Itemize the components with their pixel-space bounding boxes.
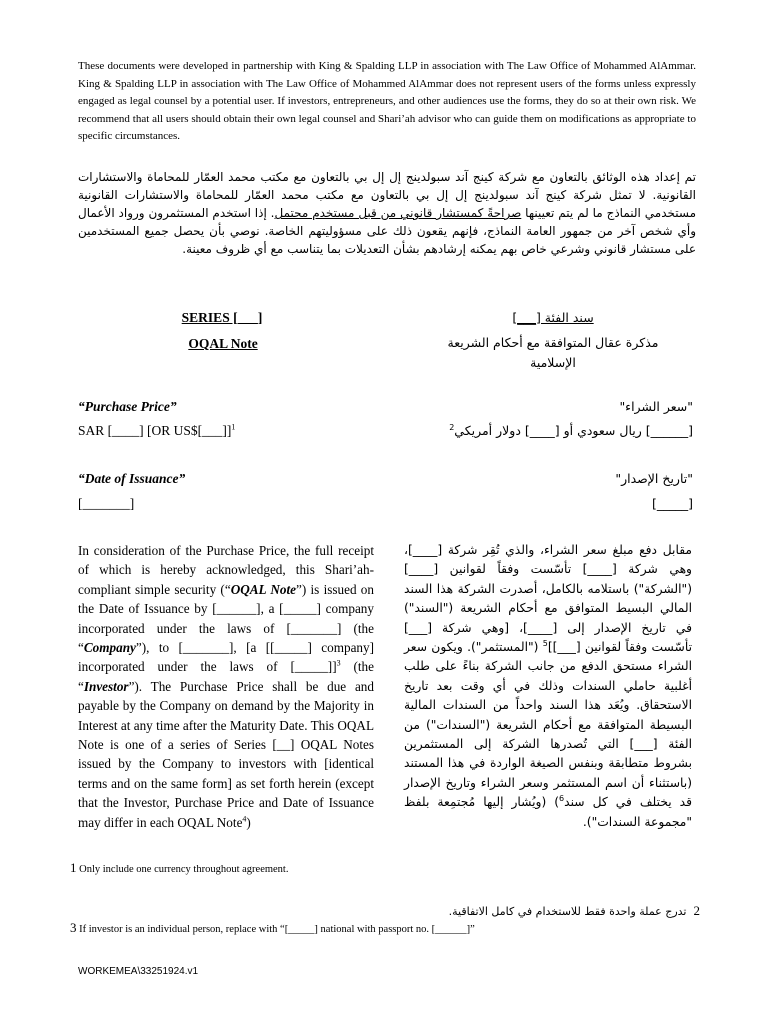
date-label-ar: "تاريخ الإصدار" <box>615 471 693 486</box>
footnote-ref-3: 3 <box>336 659 341 669</box>
footnote-3 <box>70 920 475 936</box>
purchase-price-value-ar <box>400 421 693 440</box>
note-title-ar: مذكرة عقال المتوافقة مع أحكام الشريعة الإسلامية <box>447 335 659 370</box>
footnote-1-number: 1 <box>70 860 77 875</box>
footnote-2-number: 2 <box>693 903 700 918</box>
investor-term: Investor <box>83 678 129 694</box>
consideration-en-text-2: ”) is issued on the Date of Issuance by [______], a [_____] company incorporated under the laws of [_______] (the “ <box>78 581 374 656</box>
footnote-1-text: Only include one currency throughout agreement. <box>76 864 289 875</box>
purchase-price-value-en <box>78 421 374 440</box>
purchase-price-amount-en: SAR [____] [OR US$[___]] <box>78 423 232 438</box>
disclaimer-english: These documents were developed in partnership with King & Spalding LLP in association with The Law Office of Mohammed AlAmmar. King & Spalding LLP in association with The Law Office of Mohammed AlAmmar does not represent users of the forms unless expressly engaged as legal counsel by a potential user. If investors, entrepreneurs, and other audiences use the forms, they do so at their own risk. We recommend that all users should obtain their own legal counsel and Shari’ah advisor who can guide them on modifications as appropriate to specific circumstances. <box>78 60 696 142</box>
series-title-ar: سند الفئة [___] <box>512 310 594 325</box>
heading-english <box>78 310 374 352</box>
consideration-paragraph-en <box>78 541 374 832</box>
purchase-price-label-en: “Purchase Price” <box>78 399 177 414</box>
footnote-2 <box>449 903 700 919</box>
note-title-en: OQAL Note <box>188 336 258 351</box>
footnote-ref-4: 4 <box>242 814 247 824</box>
date-of-issuance-en <box>78 469 374 513</box>
disclaimer-arabic-part-1: تم إعداد هذه الوثائق بالتعاون مع شركة كينج آند سبولدينج إل إل بي بالتعاون مع مكتب محمد العمّار للمحاماة والاستشارات القانونية. لا تمثل شركة كينج آند سبولدينج إل إل بي بالتعاون مع مكتب محمد العمّار للمحاماة والاستشارات القانونية مستخدمي النماذج ما لم يتم تعيينها <box>78 170 696 220</box>
disclaimer-arabic-part-2: . إذا استخدم المستثمرون ورواد الأعمال وأي شخص آخر من جمهور العامة النماذج، فإنهم يقعون ذلك على مسؤوليتهم الخاصة. نوصي بأن يحصل جميع المستخدمين على مستشار قانوني وشرعي خاص بهم يمكنه إرشادهم بشأن التعديلات بما يتناسب مع أي ظروف معينة. <box>78 206 696 256</box>
consideration-ar-text-3: ) (ويُشار إليها مُجتمِعة بلفظ "مجموعة السندات"). <box>404 795 692 829</box>
footnote-ref-6: 6 <box>559 794 565 804</box>
footnote-3-text: If investor is an individual person, replace with “[_____] national with passport no. [______]” <box>76 924 475 935</box>
oqal-note-term: OQAL Note <box>230 581 296 597</box>
company-term: Company <box>83 640 136 656</box>
consideration-ar-text-1: مقابل دفع مبلغ سعر الشراء، والذي تُقِر شركة [____]، وهي شركة [____] تأسّست وفقاً لقوانين [____] ("الشركة") باستلامه بالكامل، أصدرت الشركة هذا السند المالي البسيط المتوافق مع أحكام الشريعة ("السند") في تاريخ الإصدار إلى [____]، [وهي شركة [___] تأسّست وفقاً لقوانين [___]] <box>404 543 692 655</box>
consideration-en-text-5: ”). The Purchase Price shall be due and payable by the Company on demand by the Majority in Interest at any time after the Maturity Date. This OQAL Note is one of a series of Series [__] OQAL Notes issued by the Company to investors with [identical terms and on the same form] as set forth herein (except that the Investor, Purchase Price and Date of Issuance may differ in each OQAL Note <box>78 678 374 830</box>
purchase-price-amount-ar: [______] ريال سعودي أو [____] دولار أمريكي <box>454 423 693 438</box>
consideration-en-text-3: ”), to [_______], [a [[_____] company] incorporated under the laws of [_____]] <box>78 640 374 675</box>
consideration-en-text-4: (the “ <box>78 659 374 694</box>
footnote-ref-2: 2 <box>449 422 455 432</box>
disclaimer-arabic <box>78 168 696 258</box>
purchase-price-ar <box>400 397 693 440</box>
date-label-en: “Date of Issuance” <box>78 471 186 486</box>
date-of-issuance-ar <box>400 469 693 513</box>
footnote-ref-5: 5 <box>542 638 548 648</box>
document-id: WORKEMEA\33251924.v1 <box>78 966 199 977</box>
date-value-ar: [_____] <box>651 496 693 511</box>
footnote-1 <box>70 860 288 876</box>
footnote-2-text: تدرج عملة واحدة فقط للاستخدام في كامل الاتفاقية. <box>448 905 687 918</box>
purchase-price-en <box>78 397 374 440</box>
consideration-ar-text-2: ("المستثمر"). ويكون سعر الشراء مستحق الدفع من جانب الشركة بناءً على طلب أغلبية حاملي السندات وذلك في أي وقت بعد تاريخ الاستحقاق. ويُعَد هذا السند واحداً من السندات المالية البسيطة المتوافقة مع أحكام الشريعة ("السندات") من الفئة [___] التي تُصدرها الشركة إلى المستثمرين بشروط متطابقة وبنفس الصيغة الواردة في هذا المستند (باستثناء أن اسم المستثمر وسعر الشراء وتاريخ الإصدار قد يختلف في كل سند <box>404 640 692 810</box>
purchase-price-label-ar: "سعر الشراء" <box>619 399 693 414</box>
consideration-en-text-1: In consideration of the Purchase Price, the full receipt of which is hereby acknowledged, this Shari’ah-compliant simple security (“ <box>78 543 374 597</box>
consideration-en-text-6: ) <box>246 814 251 830</box>
date-value-en: [_______] <box>78 496 135 511</box>
disclaimer-arabic-underlined: صراحةً كمستشار قانوني من قبل مستخدم محتمل <box>274 206 522 220</box>
series-title-en: SERIES [___] <box>181 310 263 325</box>
heading-arabic <box>426 310 680 373</box>
footnote-3-number: 3 <box>70 920 77 935</box>
consideration-paragraph-ar <box>404 541 692 832</box>
footnote-ref-1: 1 <box>231 422 236 432</box>
